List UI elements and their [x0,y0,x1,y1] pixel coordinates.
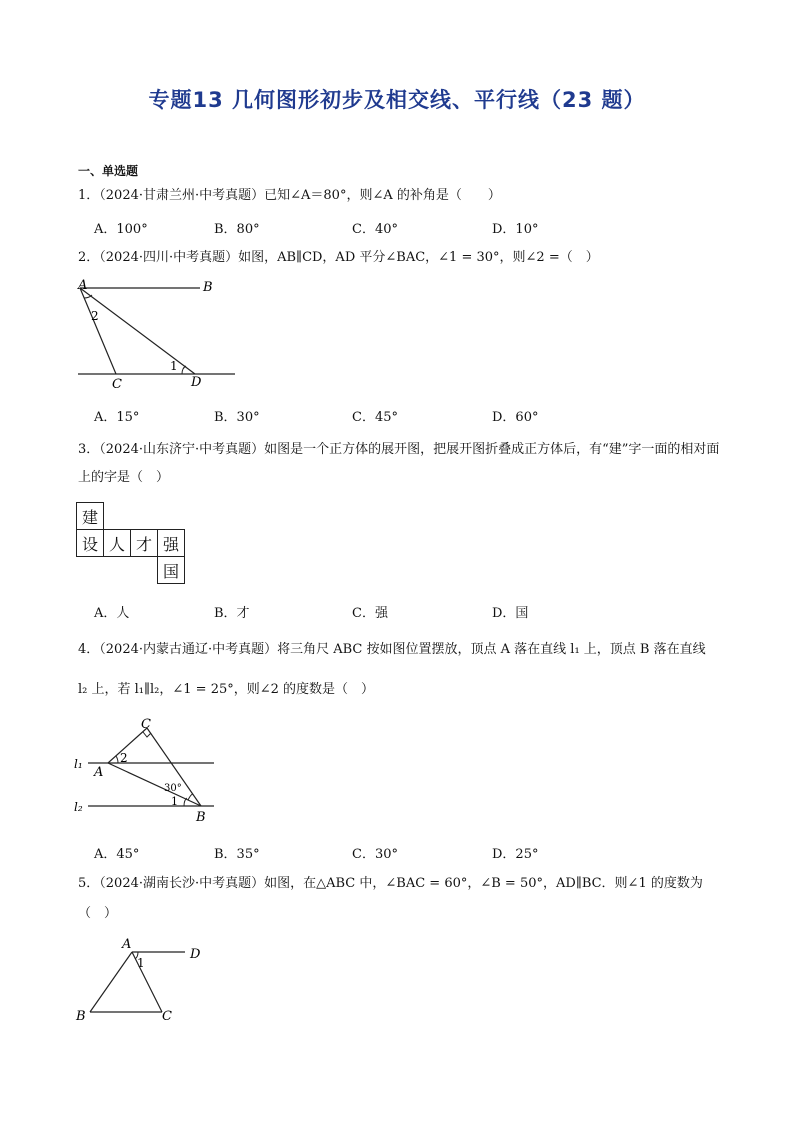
cube-face: 强 [158,530,185,557]
question-5-text-cont: （ ） [78,906,118,921]
question-3-text: 3．（2024·山东济宁·中考真题）如图是一个正方体的展开图，把展开图折叠成正方体后，有“建”字一面的相对面上的字是（ ） [78,442,720,485]
label-angle-1: 1 [137,956,145,970]
label-c: C [112,377,122,392]
label-b: B [203,280,213,295]
question-4-text-line2: l₂ 上，若 l₁∥l₂，∠1 = 25°，则∠2 的度数是（ ） [78,682,375,697]
label-b: B [76,1009,86,1024]
label-a: A [78,278,88,293]
option-c: C．30° [352,847,398,862]
question-2-figure [70,278,245,393]
label-c: C [141,717,151,732]
question-2-text: 2．（2024·四川·中考真题）如图，AB∥CD，AD 平分∠BAC，∠1 = 30°，则∠2 =（ ） [78,250,599,265]
label-angle-30: 30° [164,783,182,794]
option-c: C．45° [352,410,398,425]
label-a: A [94,765,104,780]
question-4-figure [70,716,220,828]
label-d: D [190,947,201,962]
option-a: A．45° [94,847,140,862]
label-c: C [162,1009,172,1024]
label-angle-1: 1 [171,795,178,808]
option-a: A．人 [94,606,130,621]
label-a: A [122,937,132,952]
label-angle-2: 2 [120,751,128,765]
option-b: B．80° [214,222,260,237]
cube-face: 设 [77,530,104,557]
option-d: D．60° [492,410,539,425]
option-a: A．100° [94,222,148,237]
option-d: D．国 [492,606,529,621]
option-b: B．才 [214,606,250,621]
question-4-text-line1: 4．（2024·内蒙古通辽·中考真题）将三角尺 ABC 按如图位置摆放，顶点 A 落在直线 l₁ 上，顶点 B 落在直线 [78,642,706,657]
cube-face: 人 [104,530,131,557]
cube-face: 建 [77,503,104,530]
option-c: C．强 [352,606,388,621]
cube-face: 才 [131,530,158,557]
question-5-figure [70,932,220,1028]
option-d: D．25° [492,847,539,862]
section-heading: 一、单选题 [78,164,139,178]
label-angle-2: 2 [91,309,99,323]
option-d: D．10° [492,222,539,237]
label-angle-1: 1 [170,359,178,373]
option-b: B．35° [214,847,260,862]
cube-face: 国 [158,557,185,584]
label-b: B [196,810,206,825]
question-5-text: 5．（2024·湖南长沙·中考真题）如图，在△ABC 中，∠BAC = 60°，∠B = 50°，AD∥BC．则∠1 的度数为 [78,876,703,891]
question-1-text: 1．（2024·甘肃兰州·中考真题）已知∠A＝80°，则∠A 的补角是（ ） [78,188,501,203]
label-l2: l₂ [74,800,83,814]
label-l1: l₁ [74,757,83,771]
cube-net [76,502,185,584]
option-b: B．30° [214,410,260,425]
option-c: C．40° [352,222,398,237]
page-title: 专题13 几何图形初步及相交线、平行线（23 题） [148,88,646,112]
label-d: D [191,375,202,390]
option-a: A．15° [94,410,140,425]
